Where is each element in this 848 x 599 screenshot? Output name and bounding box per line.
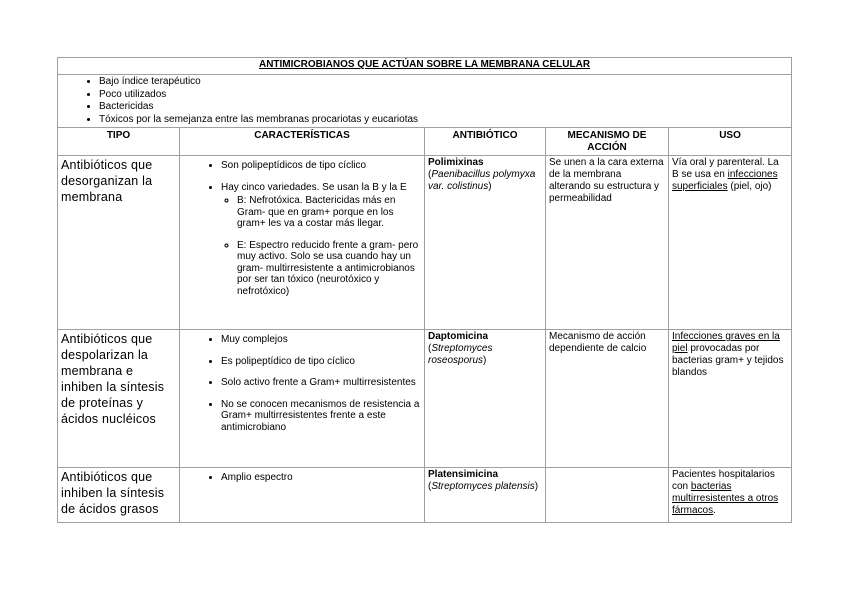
characteristics-list	[183, 334, 421, 433]
antibiotic-source: (Streptomyces roseosporus)	[428, 343, 493, 366]
list-item: • Muy complejos	[221, 334, 421, 346]
header-mecanismo: MECANISMO DE ACCIÓN	[546, 128, 669, 156]
intro-item: • Bactericidas	[99, 101, 788, 114]
list-item	[221, 182, 421, 298]
table-row	[58, 330, 792, 468]
list-item: • Amplio espectro	[221, 472, 421, 484]
table-title: ANTIMICROBIANOS QUE ACTÚAN SOBRE LA MEMBRANA CELULAR	[58, 58, 792, 75]
header-antibiotico: ANTIBIÓTICO	[425, 128, 546, 156]
row-antibiotico	[425, 330, 546, 468]
header-row	[58, 128, 792, 156]
row-mecanismo	[546, 468, 669, 523]
table-row	[58, 468, 792, 523]
list-item: • Es polipeptídico de tipo cíclico	[221, 356, 421, 368]
row-mecanismo: Mecanismo de acción dependiente de calcio	[546, 330, 669, 468]
antibiotic-name: Polimixinas	[428, 157, 484, 168]
title-row	[58, 58, 792, 75]
list-item: • Solo activo frente a Gram+ multirresistentes	[221, 377, 421, 389]
sub-list	[221, 195, 421, 297]
list-item: • No se conocen mecanismos de resistencia a Gram+ multirresistentes frente a este antimicrobiano	[221, 399, 421, 434]
row-antibiotico	[425, 468, 546, 523]
row-caracteristicas	[180, 156, 425, 330]
intro-row	[58, 75, 792, 128]
antibiotic-source: (Paenibacillus polymyxa var. colistinus)	[428, 169, 536, 192]
intro-cell	[58, 75, 792, 128]
antimicrobials-table	[57, 57, 792, 523]
antibiotic-name: Daptomicina	[428, 331, 489, 342]
row-uso: Vía oral y parenteral. La B se usa en infecciones superficiales (piel, ojo)	[669, 156, 792, 330]
intro-list	[61, 76, 788, 126]
uso-underlined: infecciones superficiales	[672, 169, 778, 192]
row-caracteristicas	[180, 330, 425, 468]
row-tipo: Antibióticos que desorganizan la membrana	[58, 156, 180, 330]
antibiotic-source: (Streptomyces platensis)	[428, 481, 539, 492]
header-caracteristicas: CARACTERÍSTICAS	[180, 128, 425, 156]
sub-list-item: ◦ E: Espectro reducido frente a gram- pero muy activo. Solo se usa cuando hay un gram- multirresistente a antimicrobianos por ser tan tóxico (neurotóxico y nefrotóxico)	[237, 240, 421, 298]
characteristics-list	[183, 160, 421, 297]
list-item-text: Hay cinco variedades. Se usan la B y la E	[221, 181, 407, 193]
antibiotic-name: Platensimicina	[428, 469, 499, 480]
header-uso: USO	[669, 128, 792, 156]
uso-underlined: Infecciones graves en la piel	[672, 331, 780, 354]
row-uso: Infecciones graves en la piel provocadas por bacterias gram+ y tejidos blandos	[669, 330, 792, 468]
intro-item: • Tóxicos por la semejanza entre las membranas procariotas y eucariotas	[99, 114, 788, 127]
row-mecanismo: Se unen a la cara externa de la membrana alterando su estructura y permeabilidad	[546, 156, 669, 330]
row-antibiotico	[425, 156, 546, 330]
list-item: • Son polipeptídicos de tipo cíclico	[221, 160, 421, 172]
intro-item: • Bajo índice terapéutico	[99, 76, 788, 89]
row-uso: Pacientes hospitalarios con bacterias multirresistentes a otros fármacos.	[669, 468, 792, 523]
intro-item: • Poco utilizados	[99, 89, 788, 102]
characteristics-list	[183, 472, 421, 484]
sub-list-item: ◦ B: Nefrotóxica. Bactericidas más en Gram- que en gram+ porque en los gram+ les va a costar más llegar.	[237, 195, 421, 230]
header-tipo: TIPO	[58, 128, 180, 156]
row-tipo: Antibióticos que despolarizan la membrana e inhiben la síntesis de proteínas y ácidos nucléicos	[58, 330, 180, 468]
row-tipo: Antibióticos que inhiben la síntesis de ácidos grasos	[58, 468, 180, 523]
uso-underlined: bacterias multirresistentes a otros fármacos	[672, 481, 779, 516]
table-row	[58, 156, 792, 330]
row-caracteristicas	[180, 468, 425, 523]
